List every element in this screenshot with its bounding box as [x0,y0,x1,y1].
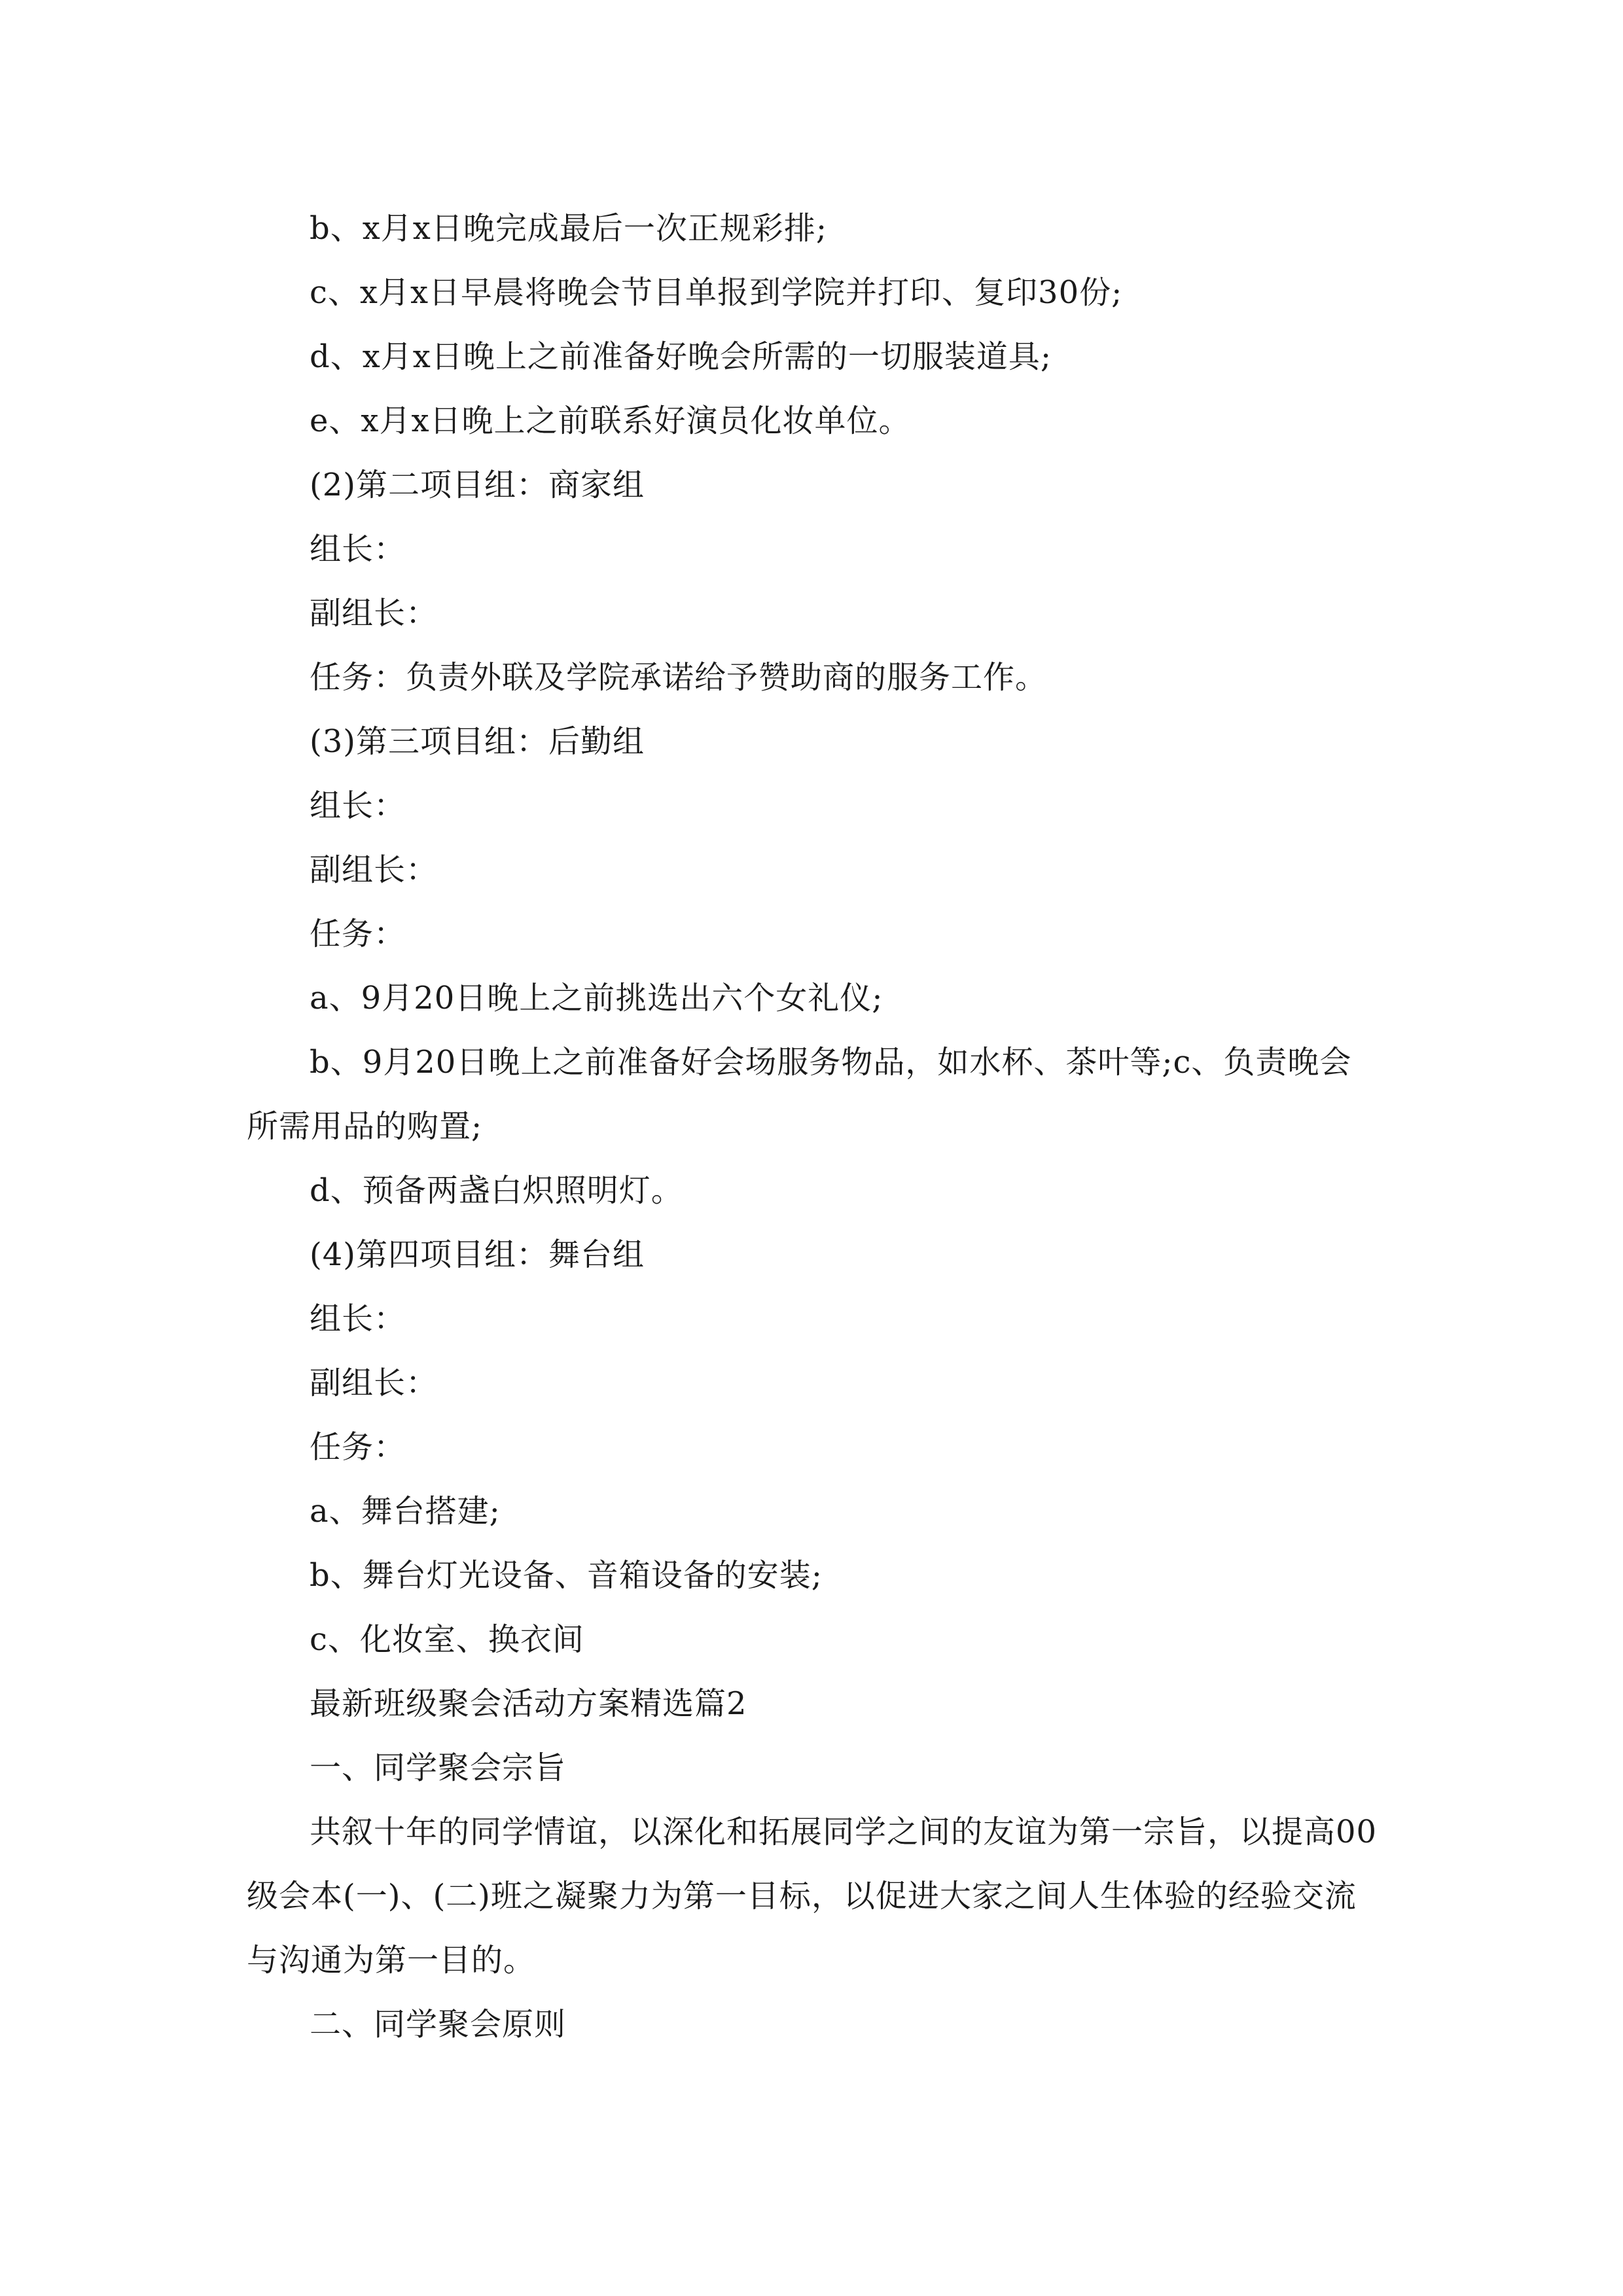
heading-group-4: (4)第四项目组：舞台组 [310,1236,645,1273]
group-3-task-a: a、9月20日晚上之前挑选出六个女礼仪; [310,980,883,1016]
paragraph-program-list: c、x月x日早晨将晚会节目单报到学院并打印、复印30份; [310,274,1123,311]
group-3-deputy: 副组长： [310,852,438,888]
heading-reunion-purpose: 一、同学聚会宗旨 [310,1749,567,1786]
group-4-task-a: a、舞台搭建; [310,1493,501,1530]
group-4-leader: 组长： [310,1300,406,1337]
group-3-task-d: d、预备两盏白炽照明灯。 [310,1172,683,1209]
heading-group-3: (3)第三项目组：后勤组 [310,723,645,760]
group-2-leader: 组长： [310,531,406,567]
heading-reunion-principles: 二、同学聚会原则 [310,2006,567,2043]
group-4-task-b: b、舞台灯光设备、音箱设备的安装; [310,1557,823,1594]
group-4-task-label: 任务： [310,1429,406,1465]
paragraph-makeup: e、x月x日晚上之前联系好演员化妆单位。 [310,403,911,439]
group-3-task-b-c: b、9月20日晚上之前准备好会场服务物品，如水杯、茶叶等;c、负责晚会所需用品的购置; [247,1044,1352,1145]
section-title-part-2: 最新班级聚会活动方案精选篇2 [310,1685,747,1722]
paragraph-costumes: d、x月x日晚上之前准备好晚会所需的一切服装道具; [310,338,1052,375]
document-body [247,196,1379,2056]
paragraph-reunion-purpose: 共叙十年的同学情谊，以深化和拓展同学之间的友谊为第一宗旨，以提高00级会本(一)、(二)班之凝聚力为第一目标，以促进大家之间人生体验的经验交流与沟通为第一目的。 [247,1814,1378,1979]
group-3-leader: 组长： [310,787,406,824]
group-2-task: 任务：负责外联及学院承诺给予赞助商的服务工作。 [310,659,1048,696]
group-2-deputy: 副组长： [310,595,438,632]
heading-group-2: (2)第二项目组：商家组 [310,467,645,503]
group-4-task-c: c、化妆室、换衣间 [310,1621,584,1658]
group-3-task-label: 任务： [310,916,406,952]
paragraph-rehearsal: b、x月x日晚完成最后一次正规彩排; [310,210,828,247]
group-4-deputy: 副组长： [310,1365,438,1401]
